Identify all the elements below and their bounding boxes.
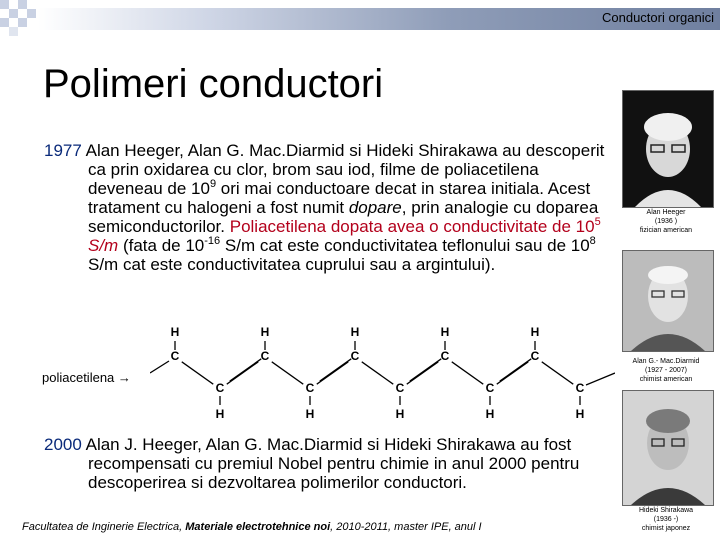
caption-macdiarmid: [618, 357, 714, 384]
paragraph-1977: [0, 141, 614, 274]
hydrogen-atom: H: [305, 407, 315, 422]
portrait-photo-heeger: [622, 90, 714, 208]
text-segment: ori mai conductoare decat in starea initiala. Acest tratament cu halogeni a fost numit: [88, 179, 591, 217]
paragraph-2000: [0, 435, 614, 492]
carbon-atom: C: [260, 349, 270, 364]
carbon-atom: C: [575, 381, 585, 396]
italic-term: dopare: [348, 198, 402, 217]
superscript: 5: [594, 216, 601, 228]
carbon-atom: C: [215, 381, 225, 396]
hydrogen-atom: H: [395, 407, 405, 422]
footer-text: Facultatea de Inginerie Electrica,: [22, 521, 186, 533]
chem-bond: [182, 362, 214, 384]
highlight-unit: S/m: [88, 236, 119, 255]
chem-bond: [272, 362, 304, 384]
chem-bond: [542, 362, 574, 384]
header-title: Conductori organici: [601, 10, 714, 25]
caption-years: (1936 ): [654, 218, 678, 225]
caption-years: (1927 - 2007): [644, 367, 688, 374]
chem-bond: [227, 362, 259, 384]
carbon-atom: C: [305, 381, 315, 396]
highlight-text: Poliacetilena dopata avea o conductivitate de 10: [229, 217, 595, 236]
caption-name: Hideki Shirakawa: [638, 507, 694, 514]
footer-text: , 2010-2011, master IPE, anul I: [330, 521, 482, 533]
chem-bond: [497, 362, 529, 384]
footer-course: Materiale electrotehnice noi: [185, 521, 331, 533]
caption-name: Alan G.- Mac.Diarmid: [632, 358, 700, 365]
year-2000: 2000: [44, 435, 82, 454]
chem-bond: [452, 362, 484, 384]
superscript: -16: [204, 235, 221, 247]
chem-bond: [586, 373, 615, 385]
polyacetylene-structure: [150, 323, 615, 423]
chem-bond: [230, 359, 262, 381]
caption-years: (1936 -): [653, 516, 679, 523]
text-segment: S/m cat este conductivitatea cuprului sau a argintului).: [88, 255, 496, 274]
carbon-atom: C: [440, 349, 450, 364]
portrait-photo-shirakawa: [622, 390, 714, 506]
chem-bond: [407, 362, 439, 384]
caption-shirakawa: [618, 506, 714, 533]
hydrogen-atom: H: [215, 407, 225, 422]
chem-bond: [150, 361, 169, 373]
superscript: 8: [589, 235, 596, 247]
hydrogen-atom: H: [530, 325, 540, 340]
chem-bond: [317, 362, 349, 384]
caption-heeger: [618, 208, 714, 235]
caption-name: Alan Heeger: [646, 209, 686, 216]
portrait-photo-macdiarmid: [622, 250, 714, 352]
caption-role: chimist american: [639, 376, 693, 383]
text-segment: Alan Heeger, Alan G. Mac.Diarmid si Hideki Shirakawa au descoperit ca prin oxidarea cu clor, brom sau iod, filme de poliacetilena deveneau de 10: [81, 141, 605, 198]
hydrogen-atom: H: [350, 325, 360, 340]
text-segment: , prin analogie cu doparea semiconductorilor.: [88, 198, 599, 236]
text-segment: S/m cat este conductivitatea teflonului sau de 10: [220, 236, 590, 255]
carbon-atom: C: [485, 381, 495, 396]
hydrogen-atom: H: [170, 325, 180, 340]
chem-bond: [362, 362, 394, 384]
chem-bond: [500, 359, 532, 381]
caption-role: chimist japonez: [641, 525, 691, 532]
hydrogen-atom: H: [485, 407, 495, 422]
text-segment: Alan J. Heeger, Alan G. Mac.Diarmid si Hideki Shirakawa au fost recompensati cu premiul Nobel pentru chimie in anul 2000 pentru descoperirea si dezvoltarea polimerilor conductori.: [81, 435, 580, 492]
footer: [22, 521, 482, 533]
hydrogen-atom: H: [440, 325, 450, 340]
chem-bond: [410, 359, 442, 381]
caption-role: fizician american: [639, 227, 693, 234]
slide-title: Polimeri conductori: [43, 62, 384, 106]
year-1977: 1977: [44, 141, 82, 160]
hydrogen-atom: H: [575, 407, 585, 422]
carbon-atom: C: [395, 381, 405, 396]
chem-bond: [320, 359, 352, 381]
superscript: 9: [209, 178, 217, 190]
polyacetylene-label: poliacetilena →: [42, 370, 131, 385]
carbon-atom: C: [530, 349, 540, 364]
hydrogen-atom: H: [260, 325, 270, 340]
carbon-atom: C: [170, 349, 180, 364]
carbon-atom: C: [350, 349, 360, 364]
text-segment: (fata de 10: [118, 236, 205, 255]
